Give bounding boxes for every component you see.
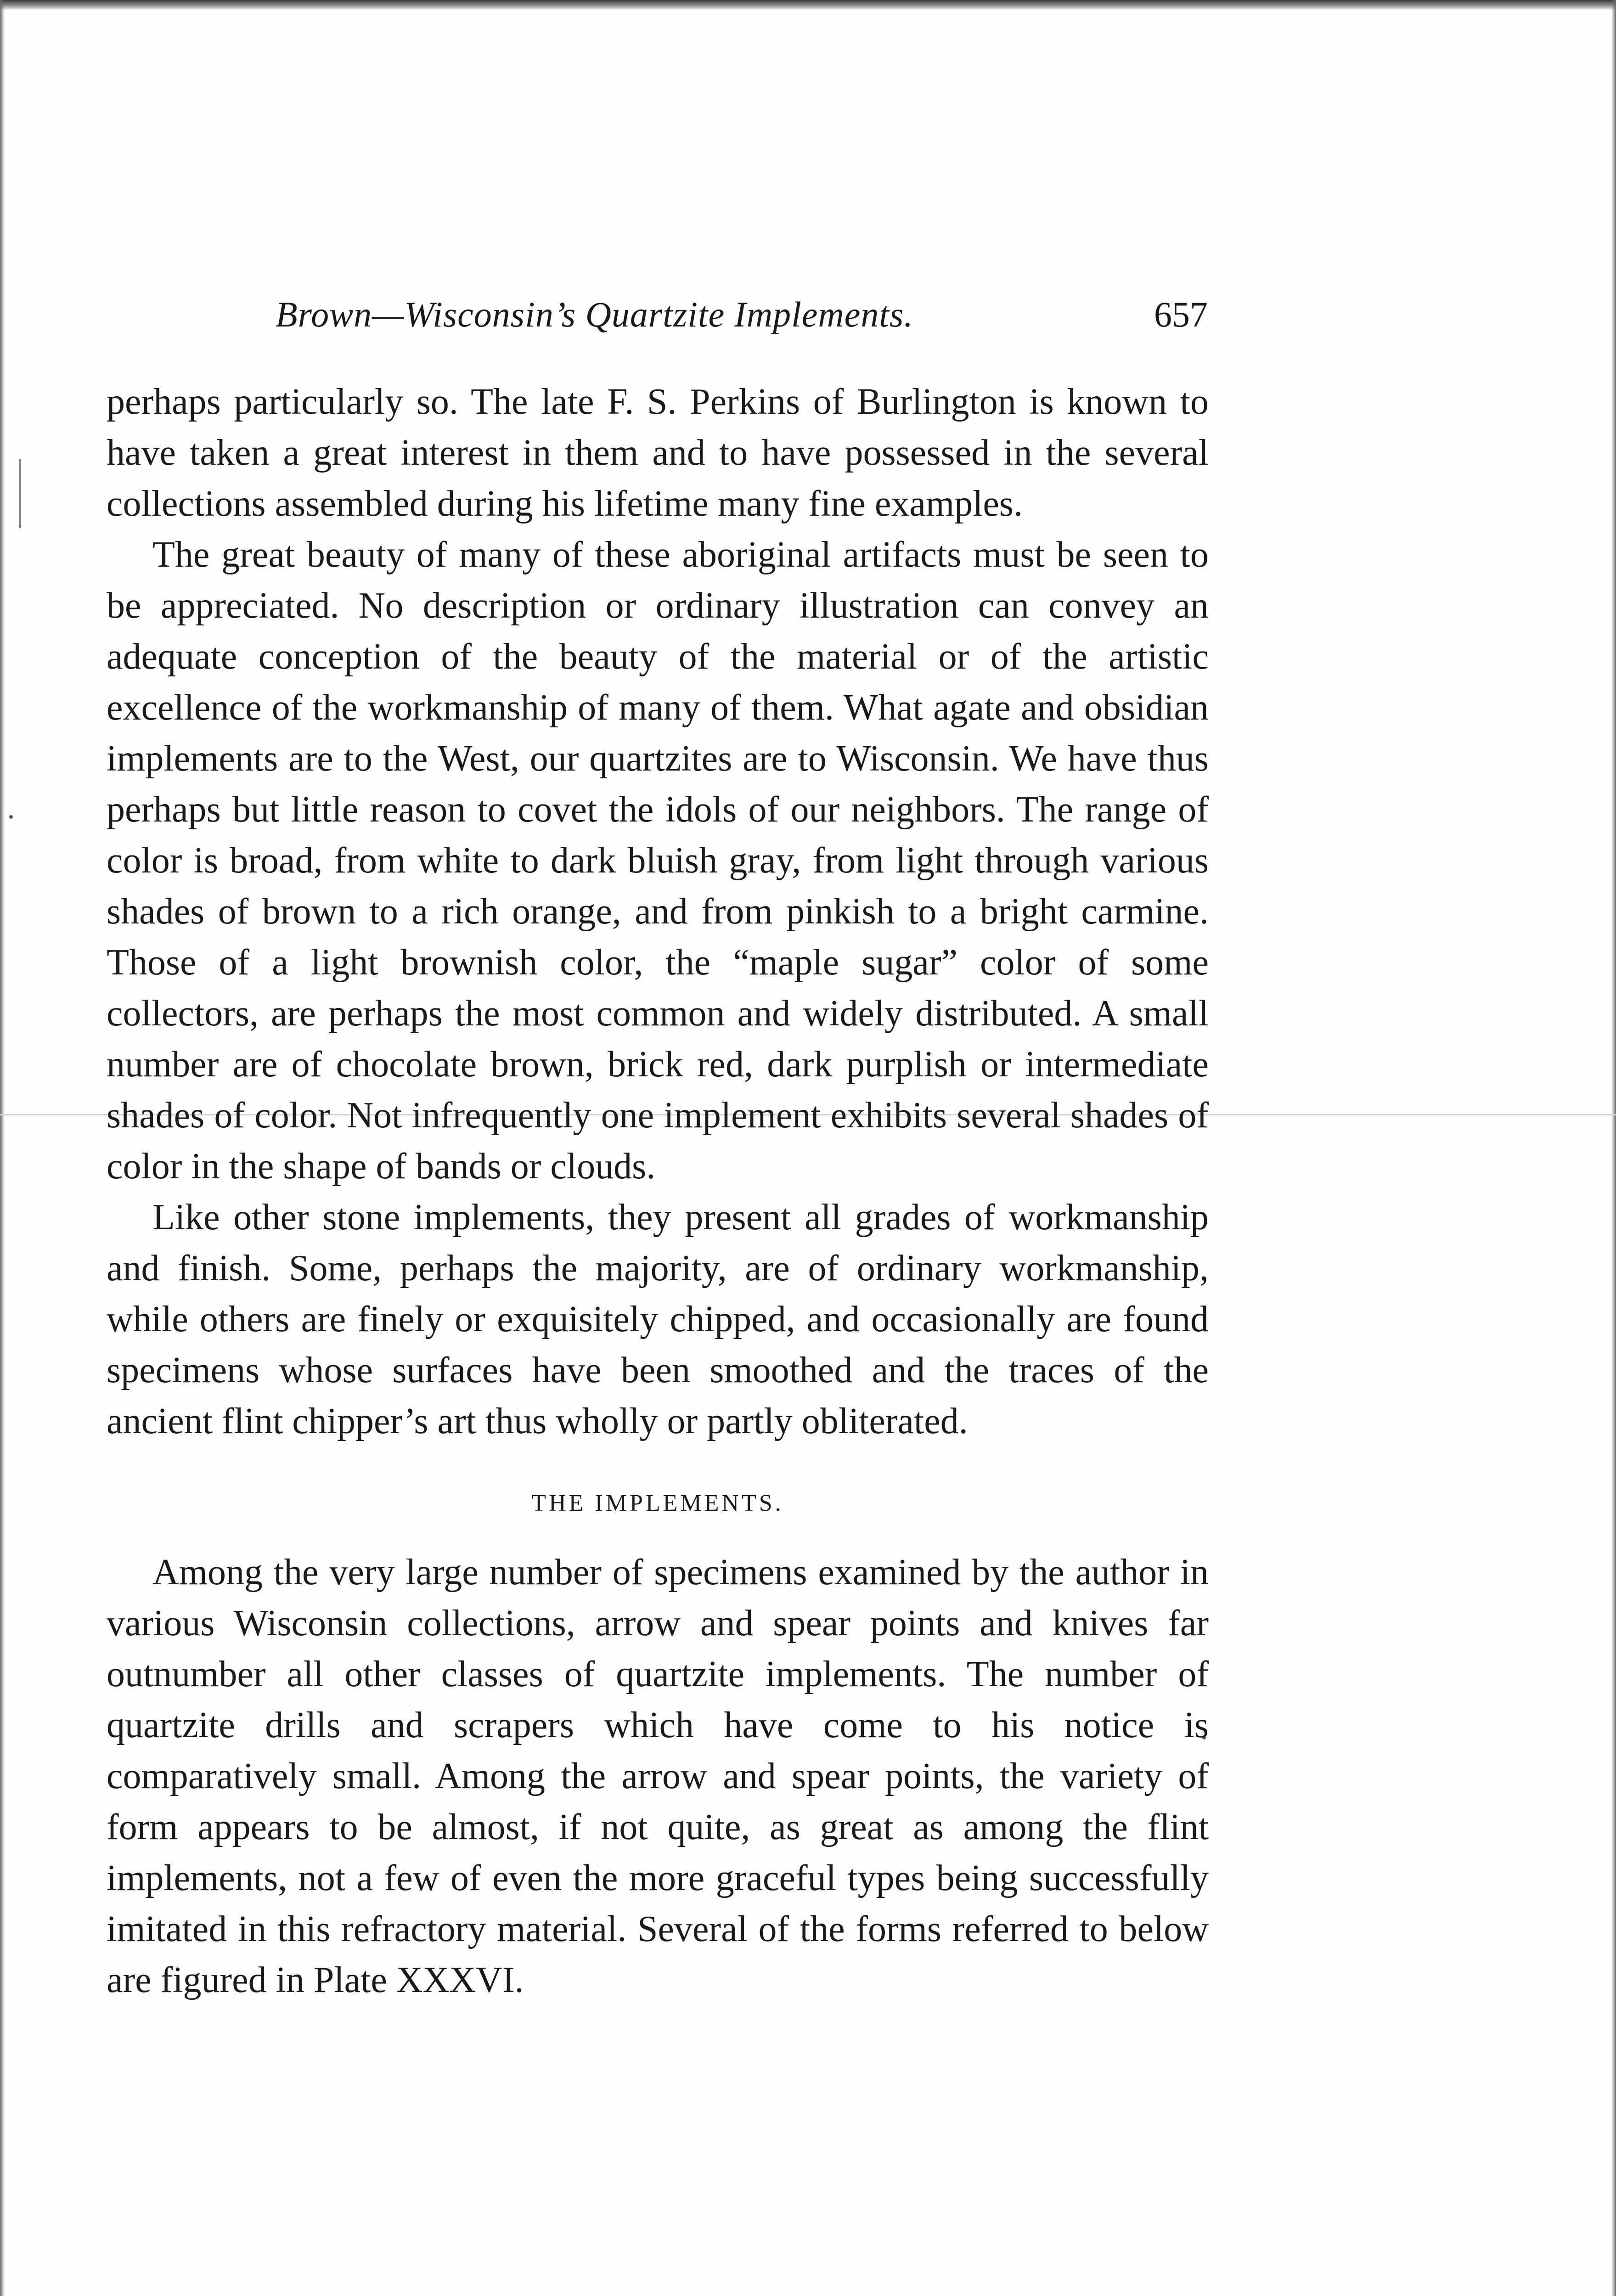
body-text	[107, 377, 1209, 2006]
paragraph-workmanship: Like other stone implements, they present all grades of workmanship and finish. Some, perhaps the majority, are of ordinary workmanship, while others are finely or exquisitely chipped, and occasionally are found specimens whose surfaces have been smoothed and the traces of the ancient flint chipper’s art thus wholly or partly obliterated.	[107, 1197, 1209, 1441]
scan-edge-left	[0, 0, 5, 2296]
paragraph-implements: Among the very large number of specimens examined by the author in various Wisconsin collections, arrow and spear points and knives far outnumber all other classes of quartzite implements. The number of quartzite drills and scrapers which have come to his notice is comparatively small. Among the arrow and spear points, the variety of form appears to be almost, if not quite, as great as among the flint implements, not a few of even the more graceful types being successfully imitated in this refractory material. Several of the forms referred to below are figured in Plate XXXVI.	[107, 1552, 1209, 2000]
margin-speck	[9, 815, 13, 819]
section-heading: THE IMPLEMENTS.	[531, 1490, 784, 1516]
scan-edge-right	[1611, 0, 1616, 2296]
scan-edge-top	[0, 0, 1616, 10]
page-header	[276, 294, 1208, 344]
margin-mark	[17, 459, 24, 528]
page-number: 657	[1154, 294, 1208, 334]
running-title: Brown—Wisconsin’s Quartzite Implements.	[276, 294, 913, 334]
paragraph-beauty: The great beauty of many of these aboriginal artifacts must be seen to be appreciated. No description or ordinary illustration can convey an adequate conception of the beauty of the material or of the artistic excellence of the workmanship of many of them. What agate and obsidian implements are to the West, our quartzites are to Wisconsin. We have thus perhaps but little reason to covet the idols of our neighbors. The range of color is broad, from white to dark bluish gray, from light through various shades of brown to a rich orange, and from pinkish to a bright carmine. Those of a light brownish color, the “maple sugar” color of some collectors, are perhaps the most common and widely distributed. A small number are of chocolate brown, brick red, dark purplish or intermediate shades of color. Not infrequently one implement exhibits several shades of color in the shape of bands or clouds.	[107, 535, 1209, 1187]
paragraph-continuation: perhaps particularly so. The late F. S. Perkins of Burlington is known to have taken a great interest in them and to have possessed in the several collections assembled during his lifetime many fine examples.	[107, 382, 1209, 524]
